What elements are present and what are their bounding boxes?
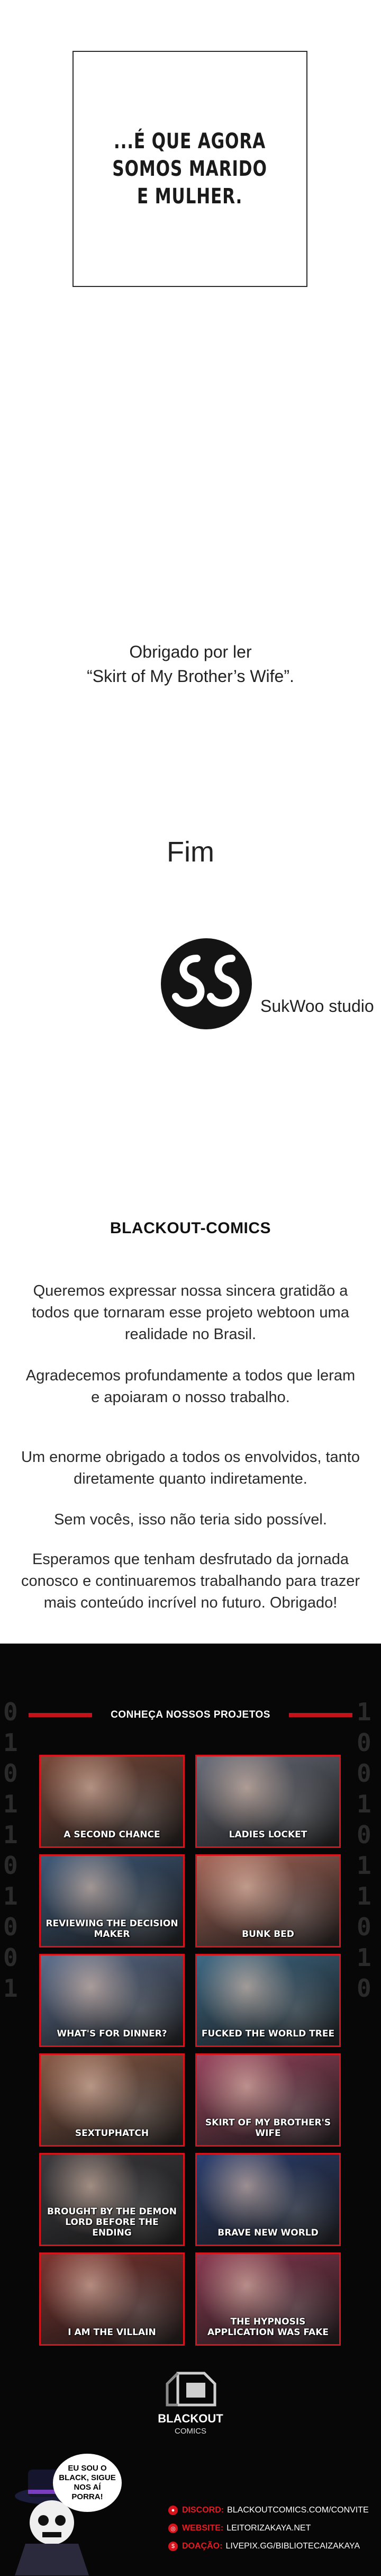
project-card-title: LADIES LOCKET xyxy=(229,1829,307,1840)
binary-decoration-right: 1 0 0 1 0 1 1 0 1 0 xyxy=(357,1698,371,2003)
project-card-title: A SECOND CHANCE xyxy=(64,1829,160,1840)
project-card[interactable] xyxy=(39,2053,185,2147)
social-links xyxy=(168,2501,369,2555)
project-card-title: BUNK BED xyxy=(242,1929,294,1940)
studio-name: SukWoo studio xyxy=(260,997,374,1016)
end-label: Fim xyxy=(167,836,214,868)
gratitude-paragraph-4: Sem vocês, isso não teria sido possível. xyxy=(54,1511,327,1528)
projects-banner-label: CONHEÇA NOSSOS PROJETOS xyxy=(103,1709,278,1721)
thanks-message xyxy=(0,640,381,688)
project-card-title: SEXTUPHATCH xyxy=(75,2128,149,2139)
project-card[interactable] xyxy=(195,2053,341,2147)
project-card[interactable] xyxy=(39,1755,185,1848)
discord-icon: ● xyxy=(168,2506,178,2515)
caption-text: ...É QUE AGORA SOMOS MARIDO E MULHER. xyxy=(112,129,268,209)
link-key: WEBSITE: xyxy=(182,2524,224,2533)
donation-icon: $ xyxy=(168,2542,178,2551)
project-card[interactable] xyxy=(195,1755,341,1848)
project-card[interactable] xyxy=(195,2153,341,2246)
blackout-logo-icon xyxy=(162,2368,220,2410)
blackout-title: BLACKOUT-COMICS xyxy=(110,1219,271,1237)
speech-caption-box xyxy=(72,51,307,287)
link-value: LEITORIZAKAYA.NET xyxy=(226,2524,311,2533)
project-card[interactable] xyxy=(39,1954,185,2047)
gratitude-paragraph-3: Um enorme obrigado a todos os envolvidos, tanto diretamente quanto indiretamente. xyxy=(21,1449,360,1487)
project-card[interactable] xyxy=(39,2153,185,2246)
discord-link[interactable] xyxy=(168,2501,369,2519)
thanks-line-2: “Skirt of My Brother’s Wife”. xyxy=(87,667,294,686)
project-card-title: FUCKED THE WORLD TREE xyxy=(201,2029,335,2039)
globe-icon: ◎ xyxy=(168,2524,178,2533)
blackout-logo-sub: COMICS xyxy=(175,2427,206,2436)
project-card-title: SKIRT OF MY BROTHER'S WIFE xyxy=(205,2117,331,2139)
link-value: BLACKOUTCOMICS.COM/CONVITE xyxy=(227,2506,369,2515)
project-card[interactable] xyxy=(39,2252,185,2346)
link-value: LIVEPIX.GG/BIBLIOTECAIZAKAYA xyxy=(225,2542,360,2551)
project-card[interactable] xyxy=(39,1854,185,1947)
gratitude-paragraph-5: Esperamos que tenham desfrutado da jornada conosco e continuaremos trabalhando para trazer mais conteúdo incrível no futuro. Obrigado! xyxy=(21,1551,360,1611)
mascot-speech-bubble: EU SOU O BLACK, SIGUE NOS AÍ PORRA! xyxy=(53,2454,122,2512)
projects-section xyxy=(0,1644,381,2576)
sukwoo-studio-logo xyxy=(160,937,253,1030)
project-card-title: WHAT'S FOR DINNER? xyxy=(57,2029,167,2039)
project-card-title: I AM THE VILLAIN xyxy=(68,2327,156,2338)
project-card-title: BROUGHT BY THE DEMON LORD BEFORE THE ENDING xyxy=(47,2206,177,2238)
project-card-title: REVIEWING THE DECISION MAKER xyxy=(46,1918,178,1940)
binary-decoration-left: 0 1 0 1 1 0 1 0 0 1 xyxy=(3,1698,18,2003)
website-link[interactable] xyxy=(168,2519,369,2537)
donation-link[interactable] xyxy=(168,2537,369,2555)
link-key: DOAÇÃO: xyxy=(182,2542,223,2551)
projects-banner xyxy=(29,1707,352,1723)
project-card-title: BRAVE NEW WORLD xyxy=(217,2228,319,2238)
blackout-logo-name: BLACKOUT xyxy=(158,2412,223,2425)
thanks-line-1: Obrigado por ler xyxy=(129,642,252,661)
project-card[interactable] xyxy=(195,1854,341,1947)
link-key: DISCORD: xyxy=(182,2506,224,2515)
blackout-logo-text xyxy=(130,2412,251,2438)
project-card[interactable] xyxy=(195,1954,341,2047)
gratitude-paragraph-1: Queremos expressar nossa sincera gratidão a todos que tornaram esse projeto webtoon uma realidade no Brasil. xyxy=(32,1282,349,1343)
project-card-title: THE HYPNOSIS APPLICATION WAS FAKE xyxy=(207,2317,329,2338)
project-card[interactable] xyxy=(195,2252,341,2346)
gratitude-paragraph-2: Agradecemos profundamente a todos que leram e apoiaram o nosso trabalho. xyxy=(25,1367,356,1406)
